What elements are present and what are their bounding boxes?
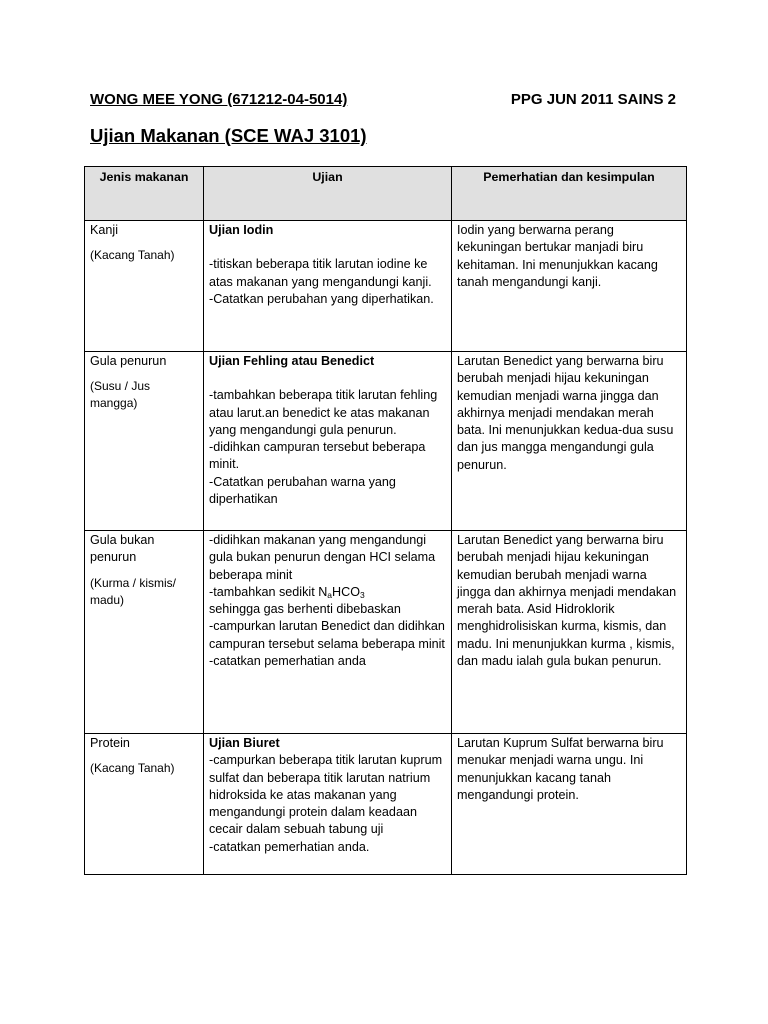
table-header-row [85, 167, 687, 221]
test-step: -catatkan pemerhatian anda [209, 654, 366, 669]
test-name: Ujian Biuret [209, 736, 280, 750]
test-step: -Catatkan perubahan yang diperhatikan. [209, 291, 434, 306]
author-name: WONG MEE YONG (671212-04-5014) [90, 91, 348, 108]
course-name: PPG JUN 2011 SAINS 2 [510, 91, 676, 108]
observation-text: Iodin yang berwarna perang kekuningan bertukar manjadi biru kehitaman. Ini menunjukkan kacang tanah mengandungi kanji. [457, 223, 658, 289]
food-test-table [84, 166, 687, 875]
column-header-observation: Pemerhatian dan kesimpulan [452, 167, 687, 221]
food-type-cell [85, 531, 204, 734]
food-example: (Susu / Jus mangga) [90, 379, 151, 411]
test-step-formula [209, 584, 446, 601]
food-example: (Kacang Tanah) [90, 761, 175, 776]
test-cell [204, 352, 452, 531]
test-cell [204, 734, 452, 875]
table-row [85, 734, 687, 875]
test-step: -catatkan pemerhatian anda. [209, 839, 370, 854]
formula-prefix: -tambahkan sedikit N [209, 584, 328, 599]
observation-cell [452, 531, 687, 734]
food-example: (Kacang Tanah) [90, 248, 175, 263]
observation-cell [452, 734, 687, 875]
test-step: -campurkan larutan Benedict dan didihkan campuran tersebut selama beberapa minit [209, 619, 445, 651]
observation-text: Larutan Benedict yang berwarna biru berubah menjadi hijau kekuningan kemudian menjadi warna jingga dan akhirnya menjadi mendakan merah bata. Ini menunjukkan kedua-dua susu dan jus mangga mengandungi gula penurun. [457, 354, 674, 472]
test-name: Ujian Iodin [209, 223, 274, 237]
test-step: -titiskan beberapa titik larutan iodine ke atas makanan yang mengandungi kanji. [209, 257, 432, 289]
test-step: sehingga gas berhenti dibebaskan [209, 602, 401, 617]
food-example: (Kurma / kismis/ madu) [90, 575, 177, 607]
observation-cell [452, 221, 687, 352]
observation-text: Larutan Benedict yang berwarna biru berubah menjadi hijau kekuningan kemudian berubah menjadi warna jingga dan akhirnya menjadi mendakan merah bata. Asid Hidroklorik menghidrolisiskan kurma, kismis, dan madu. Ini menunjukkan kurma , kismis, dan madu ialah gula bukan penurun. [457, 533, 677, 669]
formula-hco: HCO [332, 584, 361, 599]
formula-subscript-3: 3 [360, 589, 365, 600]
formula-subscript-a: a [327, 589, 333, 600]
column-header-food-type: Jenis makanan [85, 167, 204, 221]
observation-text: Larutan Kuprum Sulfat berwarna biru menukar menjadi warna ungu. Ini menunjukkan kacang tanah mengandungi protein. [457, 736, 664, 802]
test-step: -didihkan campuran tersebut beberapa minit. [209, 440, 426, 472]
test-step: -tambahkan beberapa titik larutan fehling atau larut.an benedict ke atas makanan yang mengandungi gula penurun. [209, 388, 438, 437]
column-header-test: Ujian [204, 167, 452, 221]
table-row [85, 531, 687, 734]
test-step: -campurkan beberapa titik larutan kuprum sulfat dan beberapa titik larutan natrium hidroksida ke atas makanan yang mengandungi protein dalam keadaan cecair dalam sebuah tabung uji [209, 753, 443, 837]
food-type-cell [85, 221, 204, 352]
test-step: -didihkan makanan yang mengandungi gula bukan penurun dengan HCI selama beberapa minit [209, 533, 436, 582]
table-row [85, 352, 687, 531]
test-cell [204, 221, 452, 352]
food-name: Kanji [90, 223, 119, 237]
observation-cell [452, 352, 687, 531]
food-type-cell [85, 734, 204, 875]
food-name: Gula bukan penurun [90, 533, 155, 565]
food-type-cell [85, 352, 204, 531]
document-title: Ujian Makanan (SCE WAJ 3101) [90, 125, 367, 146]
test-name: Ujian Fehling atau Benedict [209, 354, 375, 368]
test-cell [204, 531, 452, 734]
test-step: -Catatkan perubahan warna yang diperhatikan [209, 474, 396, 507]
food-name: Gula penurun [90, 354, 167, 368]
food-name: Protein [90, 736, 130, 750]
document-header [90, 91, 680, 113]
table-row [85, 221, 687, 352]
